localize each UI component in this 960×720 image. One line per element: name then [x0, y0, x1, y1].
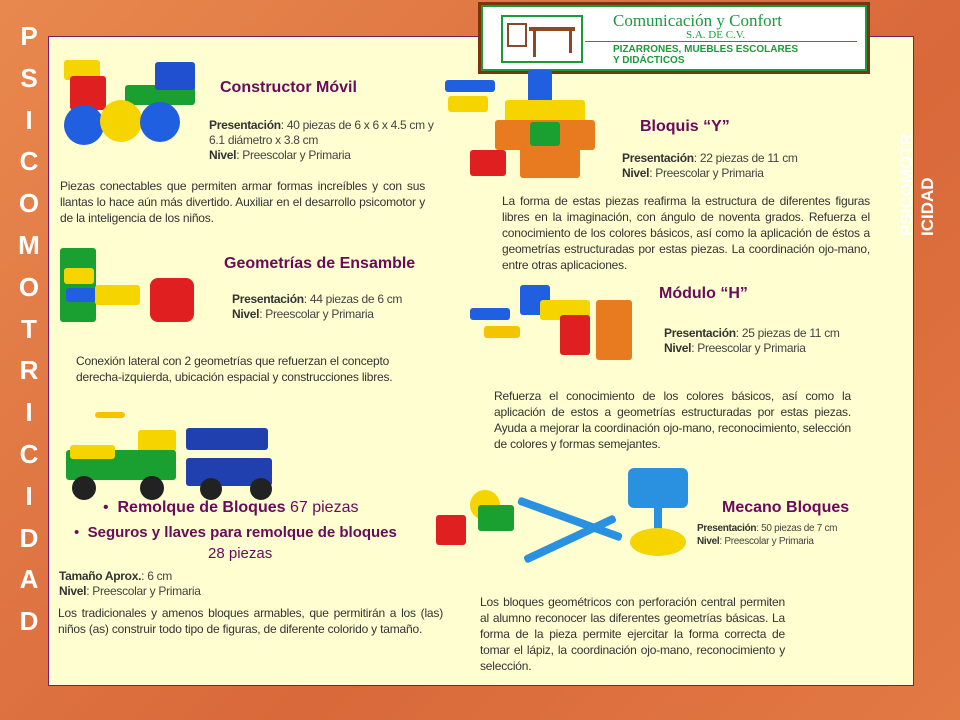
mecano-specs: Presentación: 50 piezas de 7 cm Nivel: Preescolar y Primaria [697, 523, 838, 547]
remolque-item-1: • Remolque de Bloques 67 piezas [103, 499, 359, 516]
side-title [14, 16, 44, 643]
mecano-desc: Los bloques geométricos con perforación central permiten al alumno reconocer las diferentes geometrías básicas. La forma de la pieza permite ejercitar la forma correcta de tomar el lápiz, la coordinación ojo-mano, reconocimiento y selección. [480, 595, 785, 673]
side-title-letter: D [19, 522, 39, 553]
remolque-desc: Los tradicionales y amenos bloques armables, que permitirán a los (las) niños (as) construir todo tipo de figuras, de diferente colorido y tamaño. [58, 606, 443, 636]
company-suffix: S.A. DE C.V. [686, 29, 746, 41]
geometrias-title: Geometrías de Ensamble [224, 255, 416, 272]
furniture-icon [501, 15, 583, 63]
constructor-movil-desc: Piezas conectables que permiten armar formas increíbles y con sus llantas lo hace aún más divertido. Auxiliar en el desarrollo psicomotor y de la inteligencia de los niños. [60, 179, 425, 225]
side-title-letter: D [19, 606, 39, 637]
side-title-letter: T [21, 313, 37, 344]
side-title-letter: C [19, 146, 39, 177]
remolque-specs: Tamaño Aprox.: 6 cm Nivel: Preescolar y Primaria [59, 569, 201, 598]
constructor-movil-title: Constructor Móvil [220, 79, 357, 96]
side-title-letter: A [19, 564, 39, 595]
bloquis-y-desc: La forma de estas piezas reafirma la estructura de diferentes figuras libres en la imaginación, con ángulo de noventa grados. Refuerza el conocimiento de los colores básicos, así como la aplicación de éstos a geometrías estructuradas por estas piezas. La coordinación ojo-mano, entre otras aplicaciones. [502, 194, 870, 272]
tagline-2: Y DIDÁCTICOS [613, 55, 685, 66]
bloquis-y-title: Bloquis “Y” [640, 118, 730, 135]
side-title-letter: I [25, 480, 33, 511]
company-name: Comunicación y Confort [613, 11, 783, 30]
geometrias-desc: Conexión lateral con 2 geometrías que refuerzan el concepto derecha-izquierda, ubicación espacial y construcciones libres. [76, 354, 393, 384]
side-title-letter: M [18, 229, 40, 260]
bloquis-y-specs: Presentación: 22 piezas de 11 cm Nivel: Preescolar y Primaria [622, 151, 798, 180]
tagline-1: PIZARRONES, MUEBLES ESCOLARES [613, 44, 799, 55]
constructor-movil-specs: Presentación: 40 piezas de 6 x 6 x 4.5 cm y 6.1 diámetro x 3.8 cm Nivel: Preescolar y Primaria [209, 118, 434, 162]
right-vertical-2: ICIDAD [918, 177, 937, 236]
side-title-letter: R [19, 355, 39, 386]
side-title-letter: S [20, 62, 38, 93]
company-logo [478, 2, 870, 74]
modulo-h-specs: Presentación: 25 piezas de 11 cm Nivel: Preescolar y Primaria [664, 326, 840, 355]
mecano-title: Mecano Bloques [722, 499, 850, 516]
modulo-h-desc: Refuerza el conocimiento de los colores básicos, así como la aplicación de estos a geometrías estructuradas por estas piezas. Ayuda a mejorar la coordinación ojo-mano, reconocimiento, selección de colores y formas semejantes. [494, 389, 851, 451]
side-title-letter: I [25, 397, 33, 428]
side-title-letter: I [25, 104, 33, 135]
side-title-letter: O [18, 188, 40, 219]
side-title-letter: O [18, 271, 40, 302]
remolque-item-2: • Seguros y llaves para remolque de bloques [74, 524, 397, 541]
geometrias-specs: Presentación: 44 piezas de 6 cm Nivel: Preescolar y Primaria [232, 292, 403, 321]
modulo-h-title: Módulo “H” [659, 285, 748, 302]
side-title-letter: C [19, 438, 39, 469]
remolque-item-2-count: 28 piezas [208, 545, 273, 562]
side-title-letter: P [20, 21, 38, 51]
right-vertical-1: PSICOMOTR [897, 133, 916, 236]
